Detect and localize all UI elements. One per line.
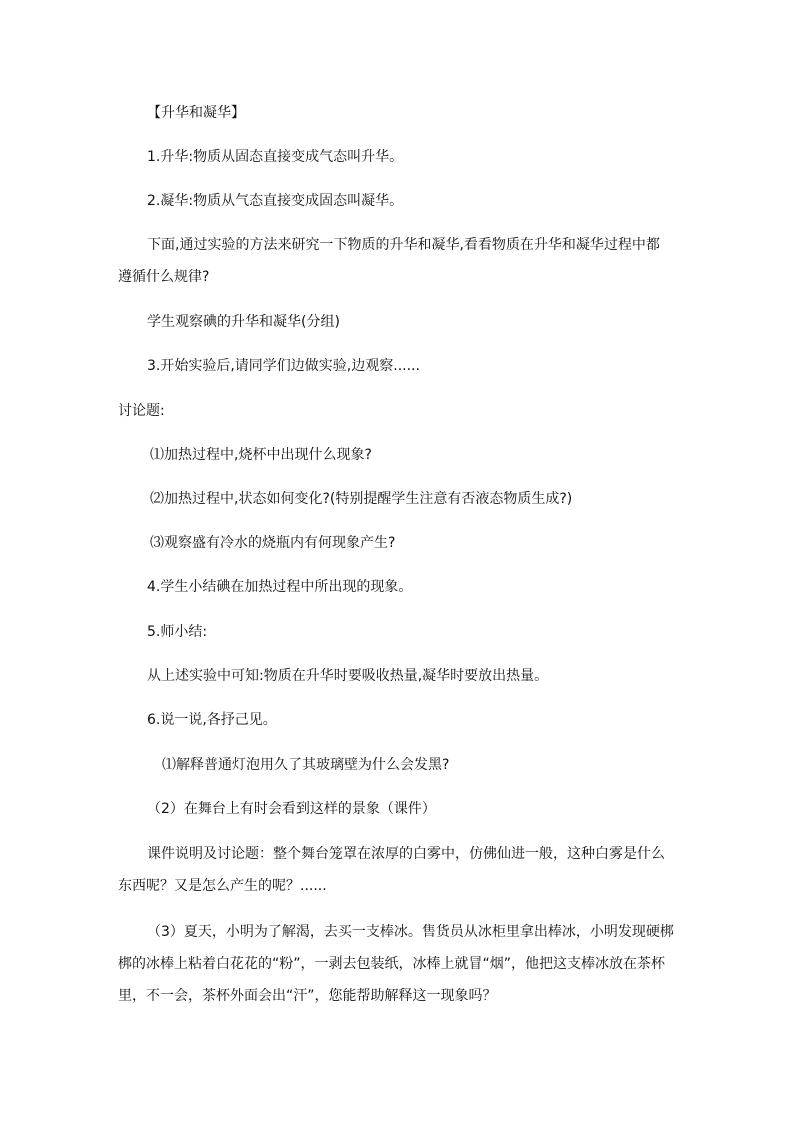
paragraph-conclusion: 从上述实验中可知:物质在升华时要吸收热量,凝华时要放出热量。 [147, 668, 549, 684]
paragraph-step4: 4.学生小结碘在加热过程中所出现的现象。 [147, 579, 413, 595]
discussion-label: 讨论题: [118, 403, 165, 419]
sub-question-3-line1: （3）夏天，小明为了解渴，去买一支棒冰。售货员从冰柜里拿出棒冰，小明发现硬梆 [147, 924, 674, 940]
paragraph-intro-line2: 遵循什么规律? [118, 269, 210, 285]
paragraph-experiment: 学生观察碘的升华和凝华(分组) [147, 314, 340, 330]
paragraph-step5: 5.师小结: [147, 624, 208, 640]
courseware-desc-line1: 课件说明及讨论题：整个舞台笼罩在浓厚的白雾中，仿佛仙进一般，这种白雾是什么 [147, 846, 665, 862]
courseware-desc-line2: 东西呢？又是怎么产生的呢？...... [118, 878, 327, 894]
paragraph-intro-line1: 下面,通过实验的方法来研究一下物质的升华和凝华,看看物质在升华和凝华过程中都 [147, 237, 660, 253]
sub-question-2: （2）在舞台上有时会看到这样的景象（课件） [147, 801, 436, 817]
question-3: ⑶观察盛有冷水的烧瓶内有何现象产生? [150, 535, 396, 551]
paragraph-deposition: 2.凝华:物质从气态直接变成固态叫凝华。 [147, 193, 404, 209]
paragraph-step3: 3.开始实验后,请同学们边做实验,边观察...... [147, 358, 420, 374]
sub-question-3-line2: 梆的冰棒上粘着白花花的“粉”，一剥去包装纸，冰棒上就冒“烟”，他把这支棒冰放在茶杯 [118, 956, 666, 972]
section-heading: 【升华和凝华】 [147, 105, 245, 121]
question-1: ⑴加热过程中,烧杯中出现什么现象? [150, 447, 372, 463]
paragraph-step6: 6.说一说,各抒己见。 [147, 712, 277, 728]
sub-question-1: ⑴解释普通灯泡用久了其玻璃壁为什么会发黑? [162, 757, 450, 773]
paragraph-sublimation: 1.升华:物质从固态直接变成气态叫升华。 [147, 149, 404, 165]
sub-question-3-line3: 里，不一会，茶杯外面会出“汗”，您能帮助解释这一现象吗？ [118, 988, 497, 1004]
question-2: ⑵加热过程中,状态如何变化?(特别提醒学生注意有否液态物质生成?) [150, 491, 573, 507]
